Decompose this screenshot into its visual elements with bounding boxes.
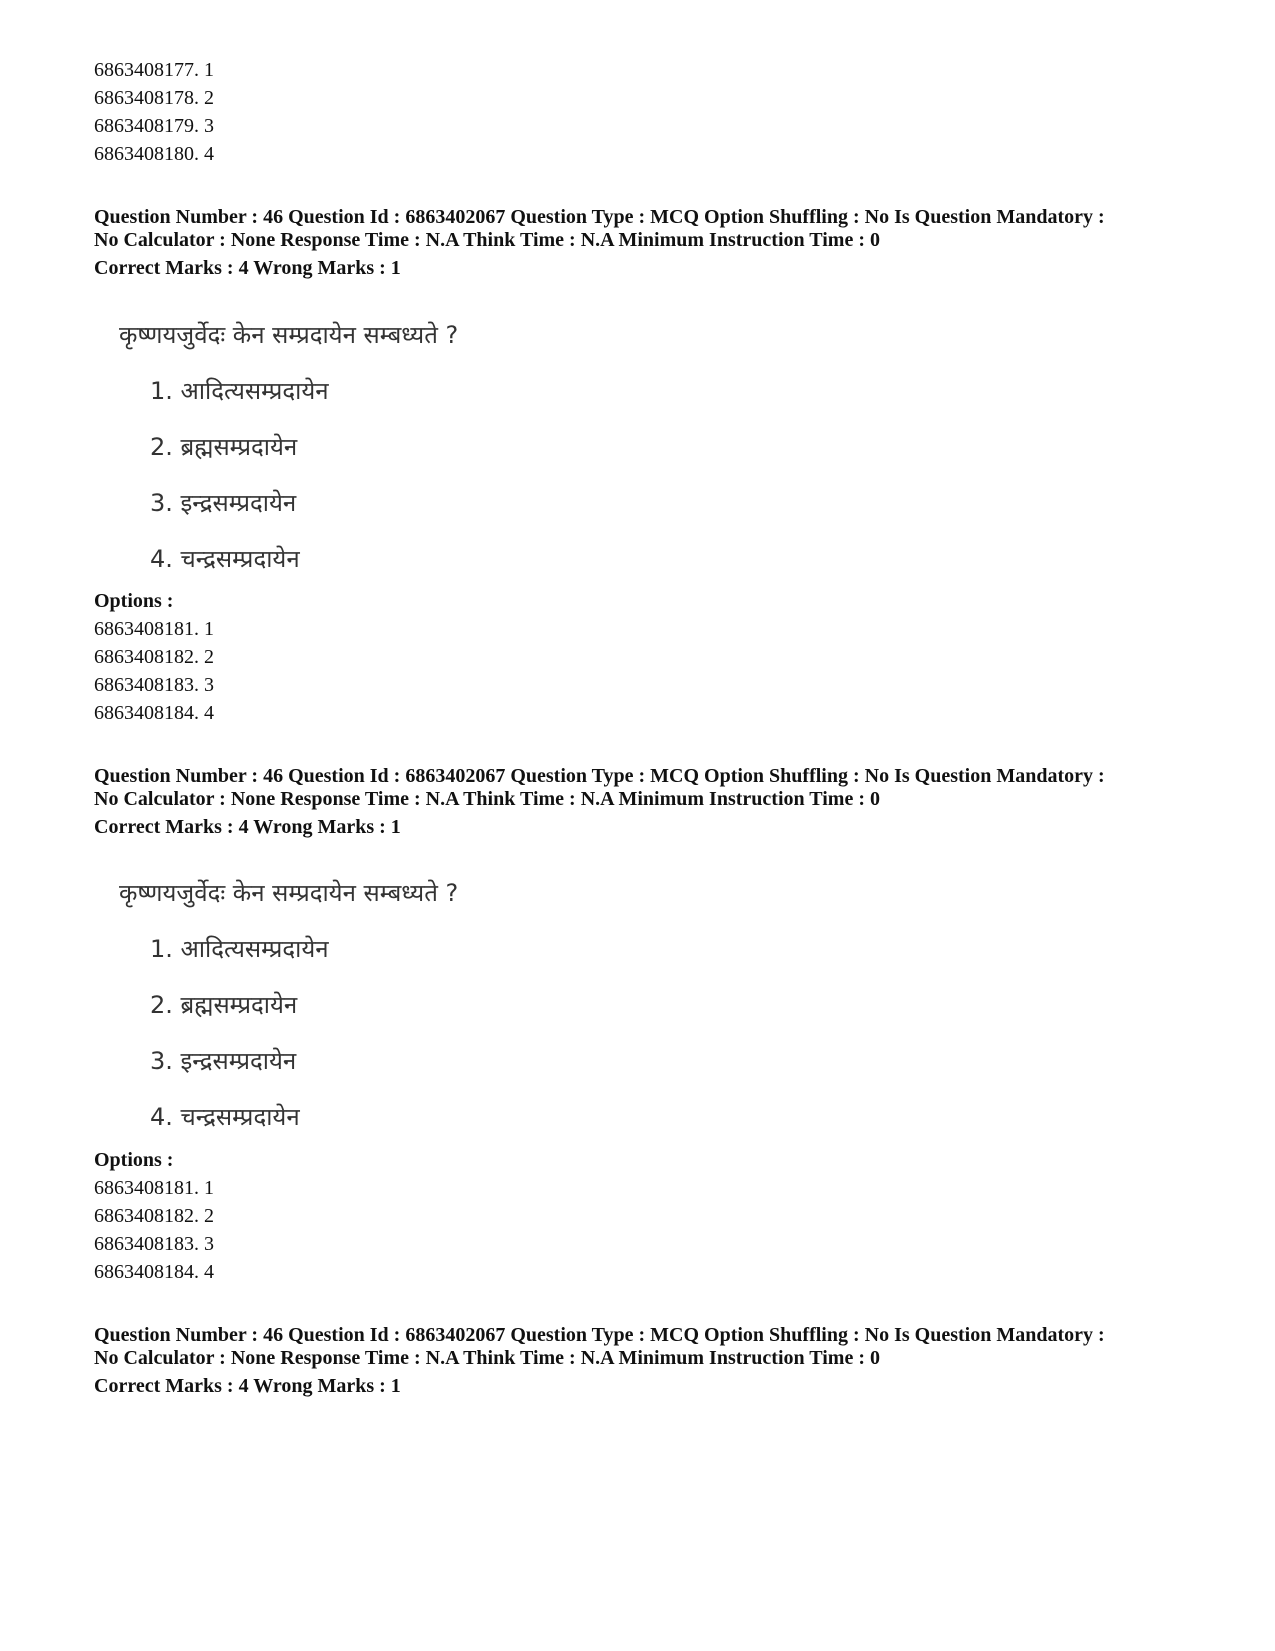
answer-choice: 3. इन्द्रसम्प्रदायेन xyxy=(150,1047,297,1075)
options-label: Options : xyxy=(94,1149,174,1171)
question-text: कृष्णयजुर्वेदः केन सम्प्रदायेन सम्बध्यते ? xyxy=(119,321,459,349)
option-line: 6863408179. 3 xyxy=(94,115,214,137)
question-header: Question Number : 46 Question Id : 6863402067 Question Type : MCQ Option Shuffling : No Is Question Mandatory : xyxy=(94,206,1105,228)
marks-line: Correct Marks : 4 Wrong Marks : 1 xyxy=(94,257,401,279)
option-line: 6863408184. 4 xyxy=(94,1261,214,1283)
answer-choice: 1. आदित्यसम्प्रदायेन xyxy=(150,377,329,405)
options-label: Options : xyxy=(94,590,174,612)
answer-choice: 2. ब्रह्मसम्प्रदायेन xyxy=(150,433,298,461)
marks-line: Correct Marks : 4 Wrong Marks : 1 xyxy=(94,816,401,838)
answer-choice: 2. ब्रह्मसम्प्रदायेन xyxy=(150,991,298,1019)
question-text: कृष्णयजुर्वेदः केन सम्प्रदायेन सम्बध्यते ? xyxy=(119,879,459,907)
answer-choice: 4. चन्द्रसम्प्रदायेन xyxy=(150,545,300,573)
answer-choice: 4. चन्द्रसम्प्रदायेन xyxy=(150,1103,300,1131)
option-line: 6863408182. 2 xyxy=(94,1205,214,1227)
answer-choice: 1. आदित्यसम्प्रदायेन xyxy=(150,935,329,963)
question-header: Question Number : 46 Question Id : 6863402067 Question Type : MCQ Option Shuffling : No Is Question Mandatory : xyxy=(94,1324,1105,1346)
option-line: 6863408181. 1 xyxy=(94,618,214,640)
question-header: No Calculator : None Response Time : N.A Think Time : N.A Minimum Instruction Time : 0 xyxy=(94,1347,880,1369)
answer-choice: 3. इन्द्रसम्प्रदायेन xyxy=(150,489,297,517)
question-header: No Calculator : None Response Time : N.A Think Time : N.A Minimum Instruction Time : 0 xyxy=(94,229,880,251)
option-line: 6863408183. 3 xyxy=(94,674,214,696)
option-line: 6863408184. 4 xyxy=(94,702,214,724)
option-line: 6863408177. 1 xyxy=(94,59,214,81)
option-line: 6863408180. 4 xyxy=(94,143,214,165)
marks-line: Correct Marks : 4 Wrong Marks : 1 xyxy=(94,1375,401,1397)
option-line: 6863408178. 2 xyxy=(94,87,214,109)
option-line: 6863408182. 2 xyxy=(94,646,214,668)
question-header: No Calculator : None Response Time : N.A Think Time : N.A Minimum Instruction Time : 0 xyxy=(94,788,880,810)
option-line: 6863408181. 1 xyxy=(94,1177,214,1199)
question-header: Question Number : 46 Question Id : 6863402067 Question Type : MCQ Option Shuffling : No Is Question Mandatory : xyxy=(94,765,1105,787)
option-line: 6863408183. 3 xyxy=(94,1233,214,1255)
